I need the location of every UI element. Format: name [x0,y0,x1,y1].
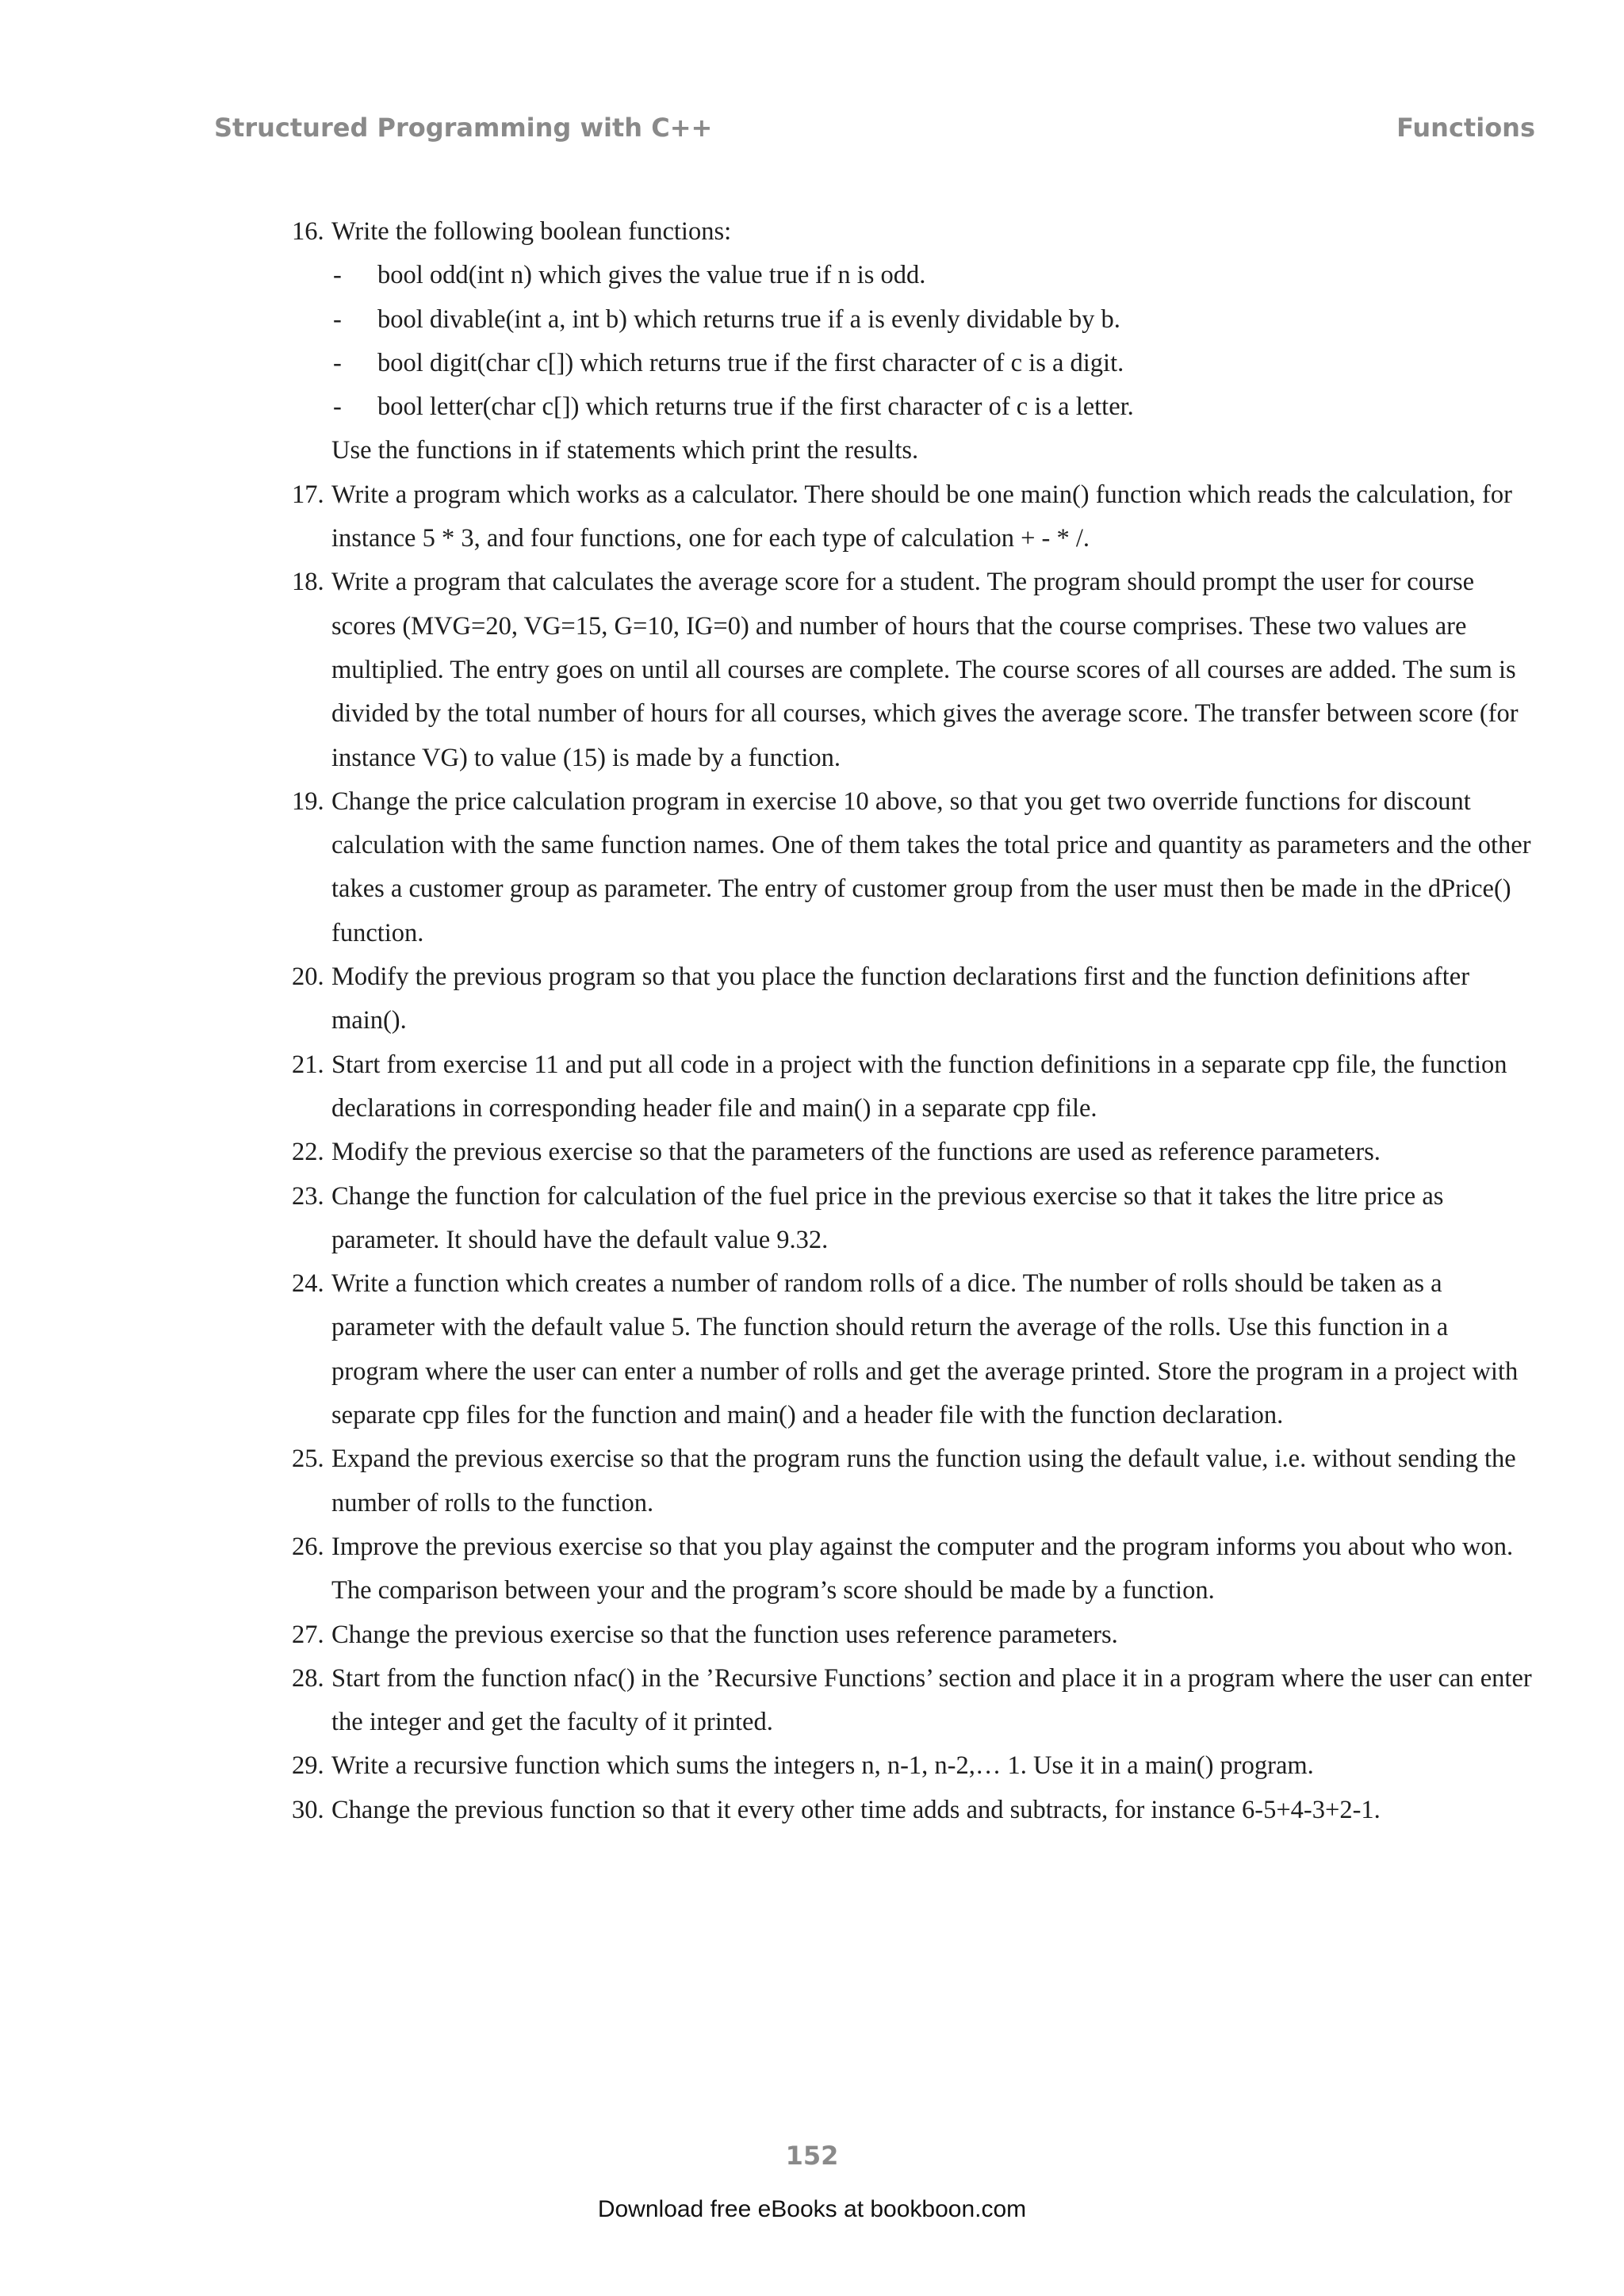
exercise-28 [0,1657,1624,1745]
bullet-marker: - [333,392,342,422]
exercise-22 [0,1131,1624,1174]
exercise-number: 23. [292,1181,324,1211]
bullet-text: bool digit(char c[]) which returns true if the first character of c is a digit. [377,348,1124,377]
exercise-text: Modify the previous program so that you place the function declarations first and the function definitions after main(). [331,962,1470,1035]
exercise-text: Start from the function nfac() in the ’Recursive Functions’ section and place it in a program where the user can enter the integer and get the faculty of it printed. [331,1663,1532,1737]
exercise-18 [0,561,1624,779]
running-header [214,113,1535,152]
exercise-number: 26. [292,1532,324,1561]
bullet-marker: - [333,261,342,290]
exercise-25 [0,1437,1624,1525]
exercise-text: Start from exercise 11 and put all code in a project with the function definitions in a separate cpp file, the function declarations in corresponding header file and main() in a separate cpp file. [331,1050,1507,1123]
exercise-number: 25. [292,1445,324,1474]
exercise-text: Change the previous function so that it every other time adds and subtracts, for instance 6-5+4-3+2-1. [331,1795,1381,1824]
bullet-item [0,254,1624,297]
bullet-item [0,385,1624,429]
exercise-23 [0,1175,1624,1263]
exercise-29 [0,1744,1624,1788]
exercise-21 [0,1043,1624,1131]
exercise-number: 21. [292,1050,324,1079]
exercise-16-note: Use the functions in if statements which print the results. [331,436,919,465]
exercise-text: Expand the previous exercise so that the program runs the function using the default value, i.e. without sending the number of rolls to the function. [331,1445,1516,1517]
exercise-list [0,210,1624,1832]
exercise-24 [0,1262,1624,1437]
exercise-text: Write a recursive function which sums the integers n, n-1, n-2,… 1. Use it in a main() program. [331,1751,1314,1781]
header-chapter-title: Functions [1396,113,1535,143]
bullet-marker: - [333,304,342,334]
exercise-16 [0,210,1624,254]
exercise-number: 20. [292,962,324,992]
exercise-27 [0,1613,1624,1657]
bullet-text: bool divable(int a, int b) which returns true if a is evenly dividable by b. [377,304,1120,334]
exercise-26 [0,1525,1624,1613]
exercise-number: 27. [292,1620,324,1649]
exercise-number: 18. [292,568,324,597]
exercise-number: 29. [292,1751,324,1781]
bullet-item [0,342,1624,385]
exercise-text: Change the previous exercise so that the function uses reference parameters. [331,1620,1118,1649]
exercise-text: Change the price calculation program in exercise 10 above, so that you get two override functions for discount calculation with the same function names. One of them takes the total price and quantity as parameters and the other takes a customer group as parameter. The entry of customer group from the user must then be made in the dPrice() function. [331,786,1531,947]
page-number: 152 [785,2141,839,2171]
exercise-17 [0,473,1624,561]
bullet-marker: - [333,348,342,377]
bullet-item [0,298,1624,342]
exercise-text: Write a program that calculates the average score for a student. The program should prompt the user for course scores (MVG=20, VG=15, G=10, IG=0) and number of hours that the course comprises. These two values are multiplied. The entry goes on until all courses are complete. The course scores of all courses are added. The sum is divided by the total number of hours for all courses, which gives the average score. The transfer between score (for instance VG) to value (15) is made by a function. [331,568,1519,772]
exercise-number: 24. [292,1269,324,1299]
exercise-number: 17. [292,480,324,509]
exercise-19 [0,780,1624,955]
exercise-text: Improve the previous exercise so that you play against the computer and the program informs you about who won. The comparison between your and the program’s score should be made by a function. [331,1532,1514,1605]
exercise-number: 19. [292,786,324,816]
exercise-number: 28. [292,1663,324,1693]
exercise-text: Write the following boolean functions: [331,217,732,246]
bullet-text: bool letter(char c[]) which returns true if the first character of c is a letter. [377,392,1134,422]
exercise-30 [0,1789,1624,1832]
exercise-number: 30. [292,1795,324,1824]
exercise-text: Change the function for calculation of the fuel price in the previous exercise so that it takes the litre price as parameter. It should have the default value 9.32. [331,1181,1444,1254]
exercise-text: Modify the previous exercise so that the parameters of the functions are used as reference parameters. [331,1138,1381,1167]
bullet-text: bool odd(int n) which gives the value true if n is odd. [377,261,926,290]
exercise-20 [0,955,1624,1043]
exercise-number: 22. [292,1138,324,1167]
exercise-text: Write a program which works as a calculator. There should be one main() function which reads the calculation, for instance 5 * 3, and four functions, one for each type of calculation + - * /. [331,480,1512,553]
download-footer-link[interactable]: Download free eBooks at bookboon.com [597,2196,1027,2222]
exercise-number: 16. [292,217,324,246]
exercise-text: Write a function which creates a number of random rolls of a dice. The number of rolls should be taken as a parameter with the default value 5. The function should return the average of the rolls. Use this function in a program where the user can enter a number of rolls and get the average printed. Store the program in a project with separate cpp files for the function and main() and a header file with the function declaration. [331,1269,1519,1430]
header-book-title: Structured Programming with C++ [214,113,713,143]
